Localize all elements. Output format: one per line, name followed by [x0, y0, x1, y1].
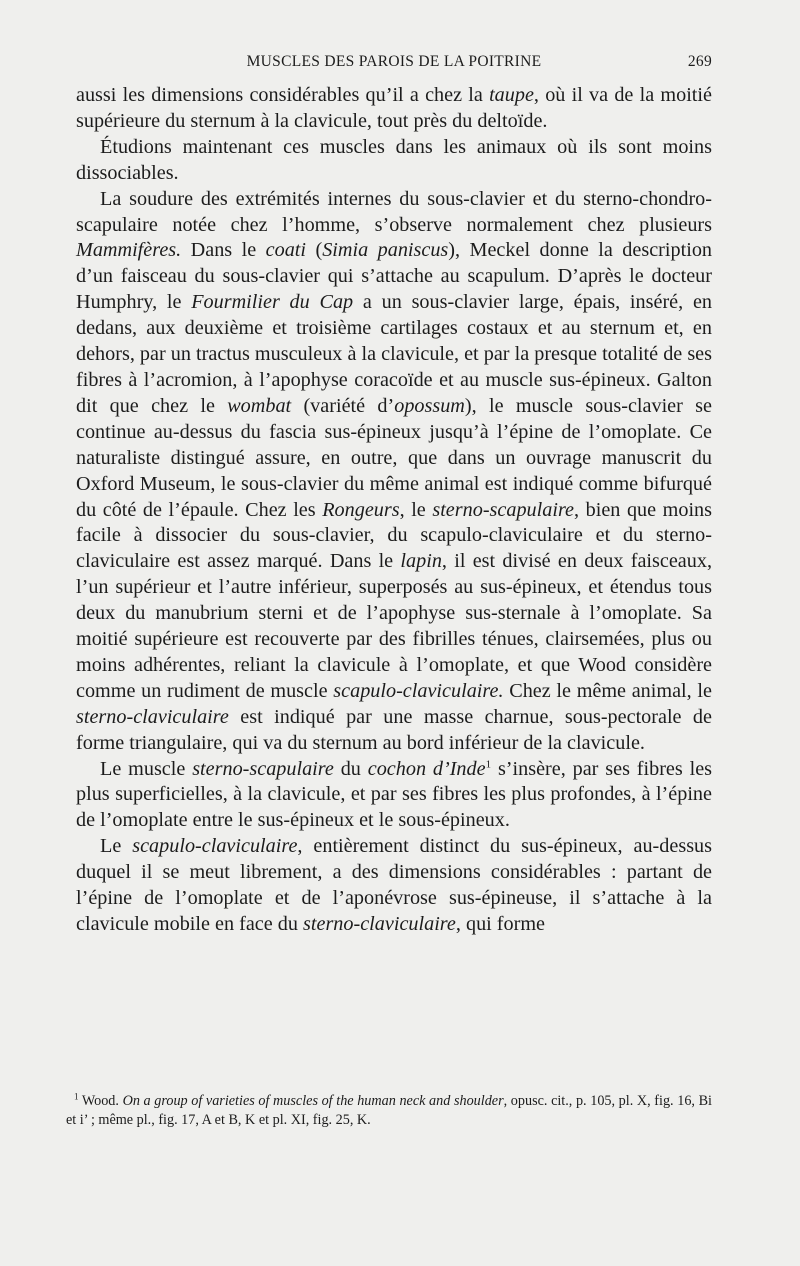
- italic-text: wombat: [227, 394, 292, 417]
- text-run: , il est divisé en deux faisceaux, l’un supérieur et l’autre inférieur, superposés au sus-épineux, et étendus tous deux du manubrium sterni et de l’apophyse sus-sternale à l’omoplate. Sa moitié supérieure est recouverte par des fibrilles ténues, clairsemées, plus ou moins adhérentes, reliant la clavicule à l’omoplate, et que Wood considère comme un rudiment de muscle: [76, 550, 712, 702]
- text-run: , qui forme: [455, 913, 546, 935]
- text-run: , bien que moins facile à dissocier du sous-clavier, du scapulo-claviculaire et du sterno-claviculaire est assez marqué. Dans le: [76, 498, 713, 573]
- italic-text: Fourmilier du Cap: [191, 291, 354, 314]
- paragraph: [76, 135, 712, 187]
- italic-text: sterno-scapulaire: [432, 498, 575, 521]
- text-run: s’insère, par ses fibres les plus superficielles, à la clavicule, et par ses fibres les plus profondes, à l’épine de l’omoplate entre le sus-épineux et le sous-épineux.: [76, 757, 713, 832]
- text-run: La soudure des extrémités internes du sous-clavier et du sterno-chondro-scapulaire notée chez l’homme, s’observe normalement chez plusieurs: [76, 187, 712, 236]
- italic-text: sterno-scapulaire: [192, 757, 334, 780]
- text-run: Chez le même animal, le: [503, 679, 712, 702]
- text-run: ), Meckel donne la description d’un faisceau du sous-clavier qui s’attache au scapulum. D’après le docteur Humphry, le: [76, 239, 713, 314]
- italic-text: lapin: [400, 550, 442, 573]
- text-run: , opusc. cit., p. 105, pl. X, fig. 16, Bi et i’ ; même pl., fig. 17, A et B, K et pl. XI, fig. 25, K.: [66, 1093, 712, 1128]
- italic-text: sterno-claviculaire: [303, 913, 456, 935]
- page-header: [76, 53, 712, 77]
- text-run: , le: [399, 498, 433, 521]
- text-run: Étudions maintenant ces muscles dans les animaux où ils sont moins dissociables.: [76, 135, 712, 184]
- text-run: Dans le: [181, 239, 266, 262]
- text-run: a un sous-clavier large, épais, inséré, en dedans, aux deuxième et troisième cartilages costaux et au sternum et, en dehors, par un tractus musculeux à la clavicule, et par la presque totalité de ses fibres à l’acromion, à l’apophyse coracoïde et au muscle sus-épineux. Galton dit que chez le: [76, 291, 712, 417]
- paragraph: [76, 187, 712, 757]
- page-number: 269: [687, 53, 712, 70]
- italic-text: Rongeurs: [322, 498, 400, 521]
- footnote-marker: 1: [74, 1091, 79, 1102]
- paragraph: [76, 834, 712, 938]
- text-run: Le muscle: [100, 757, 193, 780]
- text-run: (variété d’: [291, 394, 395, 417]
- text-run: est indiqué par une masse charnue, sous-pectorale de forme triangulaire, qui va du sternum au bord inférieur de la clavicule.: [76, 705, 712, 754]
- italic-text: On a group of varieties of muscles of the human neck and shoulder: [122, 1093, 504, 1109]
- italic-text: sterno-claviculaire: [76, 705, 229, 728]
- italic-text: scapulo-claviculaire.: [333, 679, 504, 702]
- text-run: , entièrement distinct du sus-épineux, au-dessus duquel il se meut librement, a des dimensions considérables : partant de l’épine de l’omoplate et de l’aponévrose sus-épineuse, il s’attache à la clavicule mobile en face du: [76, 835, 712, 935]
- text-run: , où il va de la moitié supérieure du sternum à la clavicule, tout près du deltoïde.: [76, 84, 712, 132]
- italic-text: Simia paniscus: [322, 239, 449, 262]
- body-text: [76, 83, 712, 938]
- italic-text: opossum: [394, 394, 465, 417]
- footnote-marker: 1: [485, 757, 492, 770]
- italic-text: Mammifères.: [76, 239, 182, 262]
- paragraph: [76, 83, 712, 135]
- footnote: [66, 1092, 712, 1130]
- text-run: (: [306, 239, 323, 262]
- paragraph: [76, 757, 712, 835]
- italic-text: cochon d’Inde: [367, 757, 486, 780]
- footnotes: [66, 1092, 712, 1130]
- text-run: du: [333, 757, 368, 780]
- italic-text: coati: [265, 239, 307, 262]
- text-run: aussi les dimensions considérables qu’il a chez la: [76, 84, 490, 106]
- text-run: Wood.: [78, 1093, 123, 1109]
- italic-text: taupe: [489, 84, 534, 106]
- text-run: ), le muscle sous-clavier se continue au-dessus du fascia sus-épineux jusqu’à l’épine de l’omoplate. Ce naturaliste distingué assure, en outre, que dans un ouvrage manuscrit du Oxford Museum, le sous-clavier du même animal est indiqué comme bifurqué du côté de l’épaule. Chez les: [76, 394, 712, 521]
- italic-text: scapulo-claviculaire: [132, 835, 298, 858]
- running-title: MUSCLES DES PAROIS DE LA POITRINE: [246, 53, 542, 70]
- text-run: Le: [100, 835, 133, 858]
